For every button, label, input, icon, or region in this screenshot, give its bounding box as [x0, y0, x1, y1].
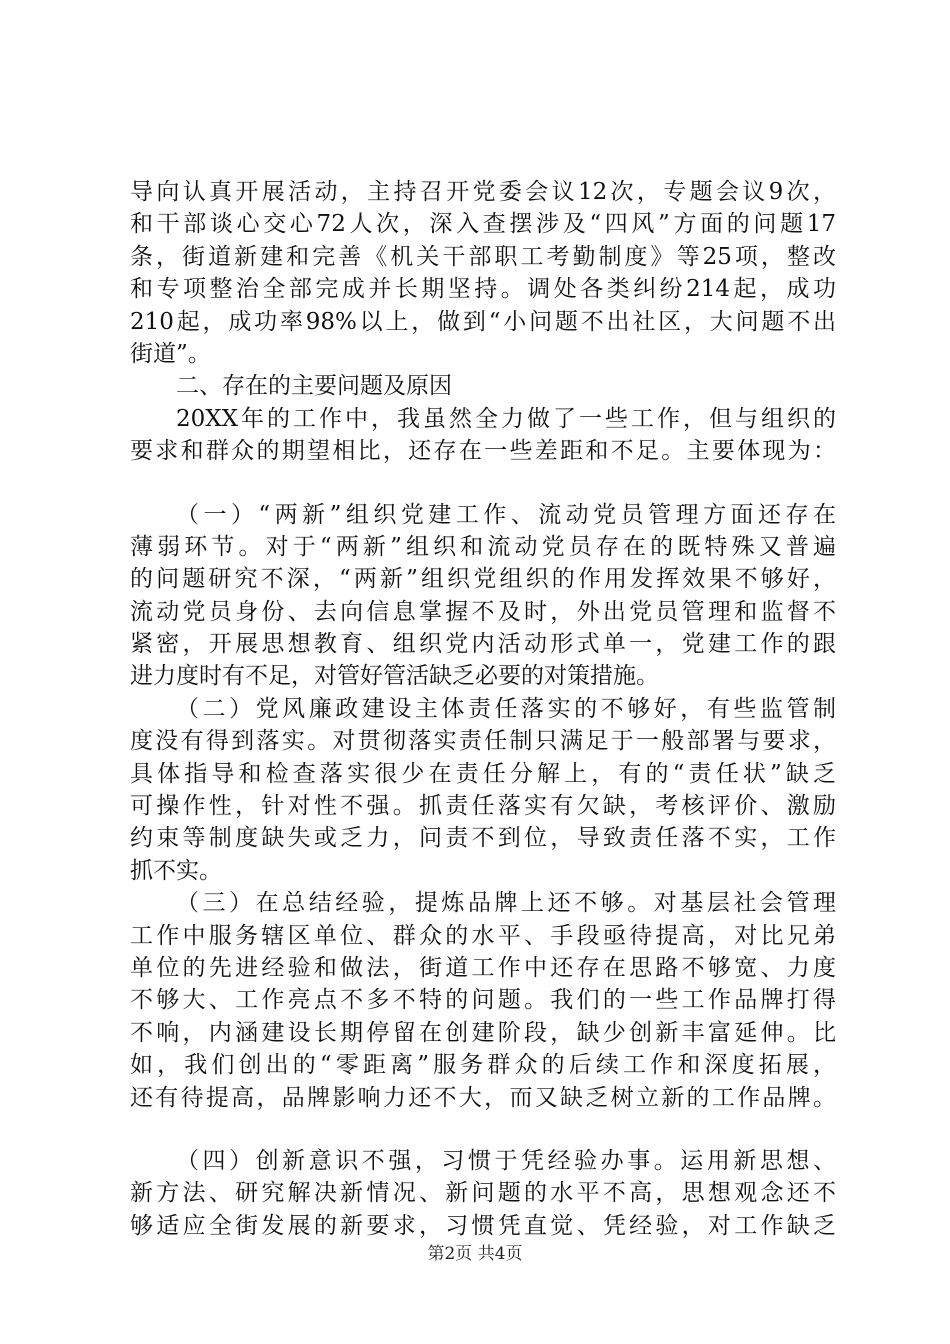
text-line: 流动党员身份、去向信息掌握不及时，外出党员管理和监督不 [130, 598, 836, 625]
section-heading [130, 370, 836, 402]
text-line: 薄弱环节。对于“两新”组织和流动党员存在的既特殊又普遍 [130, 533, 836, 560]
text-line: （二）党风廉政建设主体责任落实的不够好，有些监管制 [176, 695, 836, 722]
text-line: 工作中服务辖区单位、群众的水平、手段亟待提高，对比兄弟 [130, 922, 836, 949]
text-line: 要求和群众的期望相比，还存在一些差距和不足。主要体现为： [130, 438, 836, 465]
paragraph-4 [130, 693, 836, 887]
page-footer [0, 1244, 950, 1264]
text-line: 单位的先进经验和做法，街道工作中还存在思路不够宽、力度 [130, 954, 836, 981]
heading-line: 二、存在的主要问题及原因 [176, 373, 452, 400]
text-line: 度没有得到落实。对贯彻落实责任制只满足于一般部署与要求， [130, 728, 836, 755]
paragraph-2 [130, 403, 836, 468]
text-line: 可操作性，针对性不强。抓责任落实有欠缺，考核评价、激励 [130, 793, 836, 820]
text-line: 210起，成功率98%以上，做到“小问题不出社区，大问题不出 [130, 308, 836, 335]
text-line: 具体指导和检查落实很少在责任分解上，有的“责任状”缺乏 [130, 760, 836, 787]
text-line: 和专项整治全部完成并长期坚持。调处各类纠纷214起，成功 [130, 276, 836, 303]
text-line: 紧密，开展思想教育、组织党内活动形式单一，党建工作的跟 [130, 631, 836, 658]
text-line: 街道”。 [130, 340, 211, 367]
text-line: 20XX年的工作中，我虽然全力做了一些工作，但与组织的 [176, 405, 836, 432]
paragraph-3 [130, 499, 836, 693]
paragraph-gap [130, 468, 836, 499]
paragraph-5 [130, 887, 836, 1114]
text-line: 和干部谈心交心72人次，深入查摆涉及“四风”方面的问题17 [130, 211, 836, 238]
text-line: 新方法、研究解决新情况、新问题的水平不高，思想观念还不 [130, 1180, 836, 1207]
text-line: 的问题研究不深，“两新”组织党组织的作用发挥效果不够好， [130, 566, 836, 593]
paragraph-6 [130, 1145, 836, 1242]
text-line: （一）“两新”组织党建工作、流动党员管理方面还存在 [176, 501, 836, 528]
page-number-label: 第2页 共4页 [427, 1244, 523, 1264]
paragraph-1 [130, 176, 836, 370]
text-line: 条，街道新建和完善《机关干部职工考勤制度》等25项，整改 [130, 243, 836, 270]
text-line: （四）创新意识不强，习惯于凭经验办事。运用新思想、 [176, 1147, 836, 1174]
text-line: 导向认真开展活动，主持召开党委会议12次，专题会议9次， [130, 179, 836, 205]
text-line: 不够大、工作亮点不多不特的问题。我们的一些工作品牌打得 [130, 987, 836, 1014]
document-body [130, 176, 836, 1242]
text-line: （三）在总结经验，提炼品牌上还不够。对基层社会管理 [176, 890, 836, 917]
text-line: 够适应全街发展的新要求，习惯凭直觉、凭经验，对工作缺乏 [130, 1212, 836, 1239]
text-line: 还有待提高，品牌影响力还不大，而又缺乏树立新的工作品牌。 [130, 1084, 836, 1111]
paragraph-gap [130, 1114, 836, 1145]
text-line: 如，我们创出的“零距离”服务群众的后续工作和深度拓展， [130, 1052, 836, 1079]
text-line: 进力度时有不足，对管好管活缺乏必要的对策措施。 [130, 663, 659, 690]
text-line: 不响，内涵建设长期停留在创建阶段，缺少创新丰富延伸。比 [130, 1019, 836, 1046]
text-line: 抓不实。 [130, 857, 222, 884]
text-line: 约束等制度缺失或乏力，问责不到位，导致责任落不实，工作 [130, 825, 836, 852]
